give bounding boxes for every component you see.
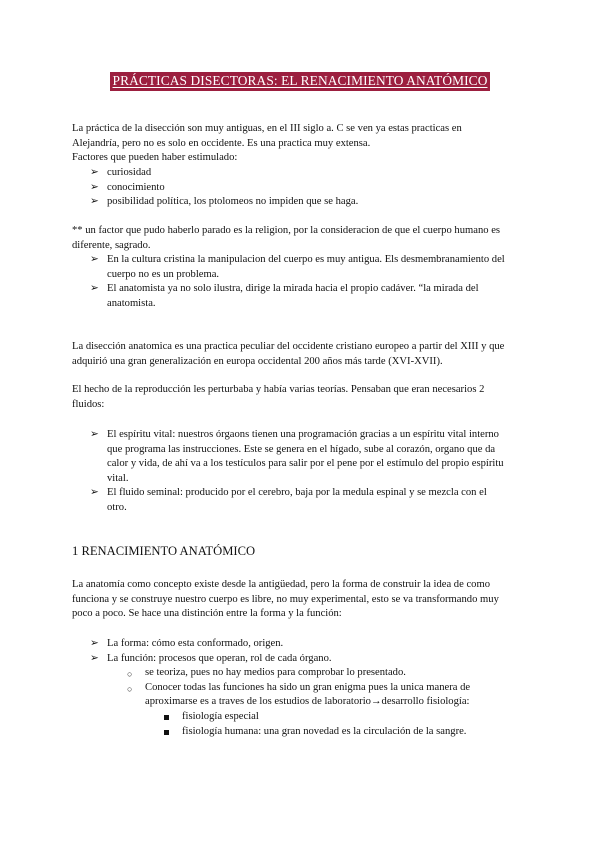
list-item-text: anatomista. <box>107 297 156 309</box>
paragraph <box>72 383 484 412</box>
list-item-text: posibilidad política, los ptolomeos no impiden que se haga. <box>107 196 359 208</box>
paragraph-line: funciona y se construye nuestro cuerpo es libre, no muy experimental, esto se va transformando muy <box>72 593 499 605</box>
list-item-text: que programa las instrucciones. Este se genera en el hígado, sube al corazón, organo que da <box>107 443 496 455</box>
list-item <box>90 195 358 210</box>
list-item <box>90 166 358 181</box>
arrow-bullet-icon: ➢ <box>90 167 99 178</box>
list-item-text: La forma: cómo esta conformado, origen. <box>107 638 284 649</box>
arrow-bullet-icon: ➢ <box>90 254 99 265</box>
list-item-text: La función: procesos que operan, rol de cada órgano. <box>107 652 332 664</box>
title-container <box>0 72 600 91</box>
note-paragraph <box>72 224 500 253</box>
sub-list-item-text: se teoriza, pues no hay medios para comprobar lo presentado. <box>145 667 406 679</box>
list-item <box>90 486 540 515</box>
note-list <box>90 253 540 311</box>
list-item-text: calor y vida, de ahí va a los testículos para salir por el pene por el estímulo del propio espíritu <box>107 458 504 470</box>
arrow-bullet-icon: ➢ <box>90 638 99 649</box>
intro-paragraph <box>72 122 462 166</box>
circle-bullet-icon: ○ <box>127 669 133 680</box>
paragraph-line: poco a poco. Se hace una distinción entre la forma y la función: <box>72 608 342 620</box>
list-item <box>90 181 358 196</box>
sub-list-item-text: aproximarse es a traves de los estudios de laboratorio→desarrollo fisiología: <box>145 696 470 708</box>
arrow-bullet-icon: ➢ <box>90 196 99 208</box>
list-item-text: En la cultura cristina la manipulacion del cuerpo es muy antigua. Els desmembranamiento del <box>107 254 505 265</box>
intro-line: La práctica de la disección son muy antiguas, en el III siglo a. C se ven ya estas practicas en <box>72 123 462 134</box>
arrow-bullet-icon: ➢ <box>90 181 99 193</box>
paragraph <box>72 340 504 369</box>
arrow-bullet-icon: ➢ <box>90 429 99 440</box>
paragraph-line: La disección anatomica es una practica peculiar del occidente cristiano europeo a partir del XIII y que <box>72 341 505 352</box>
sub-sub-list-item <box>164 710 550 725</box>
list-item-text: otro. <box>107 501 127 513</box>
list-item-text: cuerpo no es un problema. <box>107 268 220 280</box>
sub-list-item <box>127 666 550 681</box>
list-item <box>90 282 540 311</box>
list-item-text: El fluido seminal: producido por el cerebro, baja por la medula espinal y se mezcla con el <box>107 487 487 499</box>
circle-bullet-icon: ○ <box>127 683 133 694</box>
sub-sub-list-item-text: fisiología humana: una gran novedad es la circulación de la sangre. <box>182 725 467 737</box>
paragraph-line: El hecho de la reproducción les perturbaba y había varias teorías. Pensaban que eran necesarios 2 <box>72 384 485 395</box>
forma-funcion-list <box>90 637 550 739</box>
section-heading: 1 RENACIMIENTO ANATÓMICO <box>72 544 256 558</box>
sub-list-item <box>127 681 550 710</box>
list-item-text: El anatomista ya no solo ilustra, dirige la mirada hacia el propio cadáver. “la mirada del <box>107 283 479 295</box>
list-item <box>90 428 540 486</box>
note-line: ** un factor que pudo haberlo parado es la religion, por la consideracion de que el cuerpo humano es <box>72 225 501 236</box>
fluids-list <box>90 428 540 516</box>
list-item-text: El espíritu vital: nuestros órgaons tienen una programación gracias a un espíritu vital interno <box>107 429 499 440</box>
note-line: diferente, sagrado. <box>72 239 151 251</box>
list-item <box>90 637 550 652</box>
sub-sub-list-item-text: fisiología especial <box>182 710 259 722</box>
intro-line: Alejandría, pero no es solo en occidente. Es una practica muy extensa. <box>72 137 371 149</box>
list-item-text: curiosidad <box>107 167 152 178</box>
list-item <box>90 652 550 667</box>
list-item-text: vital. <box>107 472 129 484</box>
section-intro-paragraph <box>72 578 499 622</box>
square-bullet-icon <box>164 730 169 735</box>
factors-list <box>90 166 358 210</box>
sub-list-item-text: Conocer todas las funciones ha sido un gran enigma pues la unica manera de <box>145 681 471 693</box>
arrow-bullet-icon: ➢ <box>90 487 99 499</box>
paragraph-line: fluidos: <box>72 398 105 410</box>
list-item <box>90 253 540 282</box>
paragraph-line: adquirió una gran generalización en europa occidental 200 años más tarde (XVI-XVII). <box>72 355 443 367</box>
square-bullet-icon <box>164 715 169 720</box>
sub-sub-list-item <box>164 725 550 740</box>
arrow-bullet-icon: ➢ <box>90 283 99 295</box>
arrow-bullet-icon: ➢ <box>90 652 99 664</box>
intro-line: Factores que pueden haber estimulado: <box>72 152 238 164</box>
document-title: PRÁCTICAS DISECTORAS: EL RENACIMIENTO ANATÓMICO <box>110 72 491 91</box>
list-item-text: conocimiento <box>107 181 165 193</box>
paragraph-line: La anatomía como concepto existe desde la antigüedad, pero la forma de construir la idea de como <box>72 579 490 590</box>
